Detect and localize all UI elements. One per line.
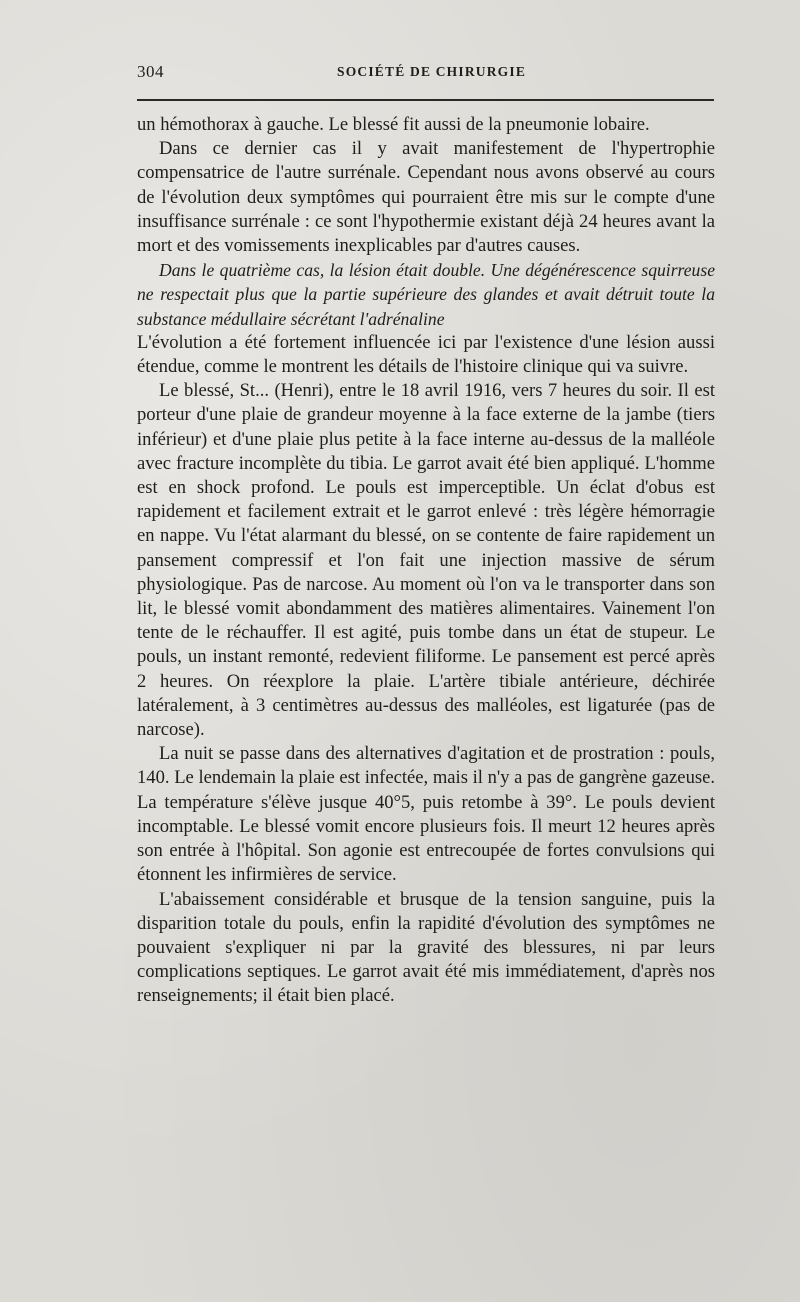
- paragraph-night: La nuit se passe dans des alternatives d'agitation et de prostration : pouls, 140. Le lendemain la plaie est infectée, mais il n'y a pas de gangrène gazeuse. La température s'élève jusque 40°5, puis retombe à 39°. Le pouls devient incomptable. Le blessé vomit encore plusieurs fois. Il meurt 12 heures après son entrée à l'hôpital. Son agonie est entrecoupée de fortes convulsions qui étonnent les infirmières de service.: [137, 743, 715, 886]
- page-number: 304: [137, 62, 164, 81]
- paragraph-conclusion: L'abaissement considérable et brusque de la tension sanguine, puis la disparition totale du pouls, enfin la rapidité d'évolution des symptômes ne pouvaient s'expliquer ni par la gravité des blessures, ni par leurs complications septiques. Le garrot avait été mis immédiatement, d'après nos renseignements; il était bien placé.: [137, 888, 715, 1007]
- header-rule: [137, 99, 714, 101]
- paragraph-continued: un hémothorax à gauche. Le blessé fit aussi de la pneumonie lobaire.: [137, 114, 650, 135]
- page-header: [137, 62, 715, 84]
- paragraph-hypertrophy: Dans ce dernier cas il y avait manifestement de l'hypertrophie compensatrice de l'autre surrénale. Cependant nous avons observé au cours de l'évolution deux symptômes qui pourraient être mis sur le compte d'une insuffisance surrénale : ce sont l'hypothermie existant déjà 24 heures avant la mort et des vomissements inexplicables par d'autres causes.: [137, 138, 715, 257]
- running-head: SOCIÉTÉ DE CHIRURGIE: [337, 64, 527, 79]
- body-text: [137, 113, 715, 1009]
- paragraph-fourth-case: Dans le quatrième cas, la lésion était double. Une dégénérescence squirreuse ne respectait plus que la partie supérieure des glandes et avait détruit toute la substance médullaire sécrétant l'adrénaline: [137, 260, 715, 329]
- paragraph-evolution: L'évolution a été fortement influencée ici par l'existence d'une lésion aussi étendue, comme le montrent les détails de l'histoire clinique qui va suivre.: [137, 331, 715, 378]
- paragraph-case-history: Le blessé, St... (Henri), entre le 18 avril 1916, vers 7 heures du soir. Il est porteur d'une plaie de grandeur moyenne à la face externe de la jambe (tiers inférieur) et d'une plaie plus petite à la face interne au-dessus de la malléole avec fracture incomplète du tibia. Le garrot avait été bien appliqué. L'homme est en shock profond. Le pouls est imperceptible. Un éclat d'obus est rapidement et facilement extrait et le garrot enlevé : très légère hémorragie en nappe. Vu l'état alarmant du blessé, on se contente de faire rapidement un pansement compressif et l'on fait une injection massive de sérum physiologique. Pas de narcose. Au moment où l'on va le transporter dans son lit, le blessé vomit abondamment des matières alimentaires. Vainement l'on tente de le réchauffer. Il est agité, puis tombe dans un état de stupeur. Le pouls, un instant remonté, redevient filiforme. Le pansement est percé après 2 heures. On réexplore la plaie. L'artère tibiale antérieure, déchirée latéralement, à 3 centimètres au-dessus des malléoles, est ligaturée (pas de narcose).: [137, 380, 715, 741]
